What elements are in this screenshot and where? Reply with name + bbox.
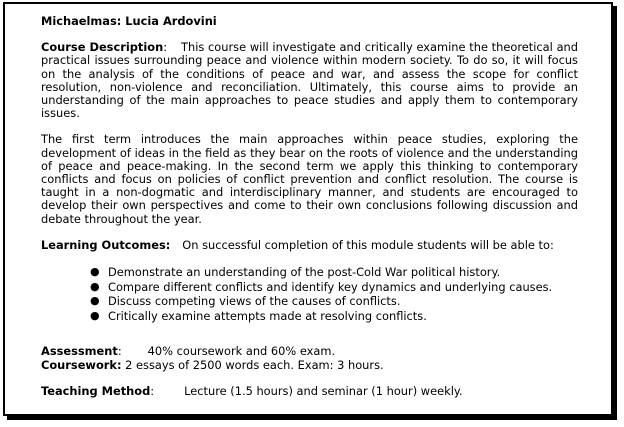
course-structure-paragraph: The first term introduces the main approaches within peace studies, exploring the development of ideas in the field as they bear on the roots of violence and the understanding of peace and peace-making. In the second term we apply this thinking to contemporary conflicts and focus on policies of conflict prevention and conflict resolution. The course is taught in a non-dogmatic and interdisciplinary manner, and students are encouraged to develop their own perspectives and come to their own conclusions following discussion and debate throughout the year. (41, 132, 578, 226)
bullet-icon: ● (90, 308, 100, 322)
learning-outcomes-label: Learning Outcomes: (41, 237, 171, 252)
outcome-text: Demonstrate an understanding of the post-Cold War political history. (108, 265, 501, 280)
coursework-label: Coursework: (41, 357, 122, 372)
bullet-icon: ● (90, 265, 100, 279)
coursework-line (41, 359, 578, 372)
list-item (90, 265, 578, 280)
course-description-label: Course Description (41, 40, 164, 55)
course-description: Course Description: This course will investigate and critically examine the theoretical and practical issues surrounding peace and violence within modern society. To do so, it will focus on the analysis of the conditions of peace and war, and assess the scope for conflict resolution, non-violence and reconciliation. Ultimately, this course aims to provide an understanding of the main approaches to peace studies and apply them to contemporary issues. (41, 40, 578, 121)
learning-outcomes-intro: On successful completion of this module students will be able to: (182, 237, 554, 252)
assessment-value: 40% coursework and 60% exam. (147, 344, 336, 359)
teaching-method-value: Lecture (1.5 hours) and seminar (1 hour) weekly. (184, 383, 463, 398)
term-heading: Michaelmas: Lucia Ardovini (41, 14, 217, 28)
assessment-label: Assessment (41, 344, 118, 359)
bullet-icon: ● (90, 294, 100, 308)
document-content (41, 15, 578, 398)
document-frame (3, 2, 613, 416)
coursework-value: 2 essays of 2500 words each. Exam: 3 hours. (125, 357, 384, 372)
course-description-text: This course will investigate and critically examine the theoretical and practical issues surrounding peace and violence within modern society. To do so, it will focus on the analysis of the conditions of peace and war, and assess the scope for conflict resolution, non-violence and reconciliation. Ultimately, this course aims to provide an understanding of the main approaches to peace studies and apply them to contemporary issues. (41, 40, 578, 121)
list-item (90, 279, 578, 295)
outcome-text: Discuss competing views of the causes of conflicts. (108, 294, 401, 309)
outcome-text: Compare different conflicts and identify key dynamics and underlying causes. (108, 279, 553, 294)
bullet-icon: ● (90, 279, 100, 293)
assessment-block (41, 345, 578, 371)
list-item (90, 294, 578, 309)
teaching-method-label: Teaching Method (41, 383, 151, 398)
assessment-line: Assessment: 40% coursework and 60% exam. (41, 344, 336, 359)
teaching-method-line: Teaching Method: Lecture (1.5 hours) and seminar (1 hour) weekly. (41, 383, 463, 398)
learning-outcomes (41, 239, 578, 252)
list-item (90, 308, 578, 324)
outcome-text: Critically examine attempts made at resolving conflicts. (108, 308, 427, 323)
learning-outcomes-list (41, 265, 578, 323)
